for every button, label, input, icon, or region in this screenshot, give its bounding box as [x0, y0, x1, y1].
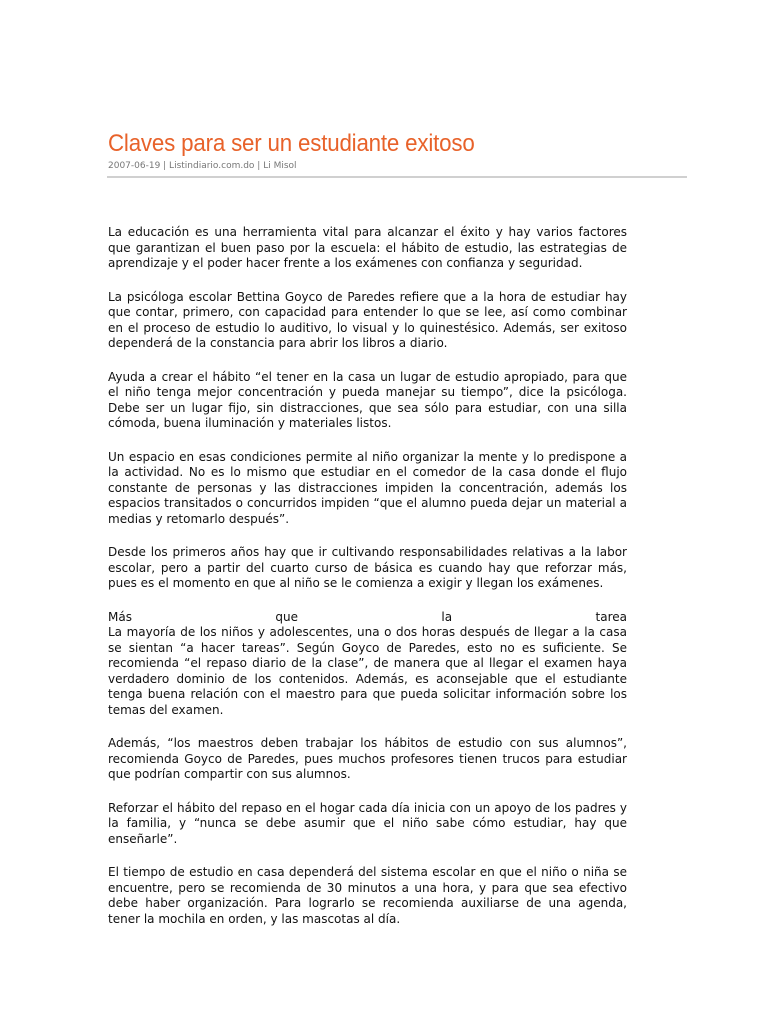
paragraph: El tiempo de estudio en casa dependerá del sistema escolar en que el niño o niña se encuentre, pero se recomienda de 30 minutos a una hora, y para que sea efectivo debe haber organización. Para lograrlo se recomienda auxiliarse de una agenda, tener la mochila en orden, y las mascotas al día.: [108, 865, 627, 926]
paragraph: La psicóloga escolar Bettina Goyco de Paredes refiere que a la hora de estudiar hay que contar, primero, con capacidad para entender lo que se lee, así como combinar en el proceso de estudio lo auditivo, lo visual y lo quinestésico. Además, ser exitoso dependerá de la constancia para abrir los libros a diario.: [108, 289, 627, 350]
subhead-word: Más: [108, 609, 132, 624]
paragraph: La educación es una herramienta vital para alcanzar el éxito y hay varios factores que garantizan el buen paso por la escuela: el hábito de estudio, las estrategias de aprendizaje y el poder hacer frente a los exámenes con confianza y seguridad.: [108, 225, 627, 270]
article-header: [108, 128, 688, 172]
paragraph: La mayoría de los niños y adolescentes, una o dos horas después de llegar a la casa se sientan “a hacer tareas”. Según Goyco de Paredes, esto no es suficiente. Se recomienda “el repaso diario de la clase”, de manera que al llegar el examen haya verdadero dominio de los contenidos. Además, es aconsejable que el estudiante tenga buena relación con el maestro para que pueda solicitar información sobre los temas del examen.: [108, 625, 627, 717]
article-body: [108, 225, 627, 945]
subhead-word: la: [441, 609, 453, 624]
paragraph: Ayuda a crear el hábito “el tener en la casa un lugar de estudio apropiado, para que el niño tenga mejor concentración y pueda manejar su tiempo”, dice la psicóloga. Debe ser un lugar fijo, sin distracciones, que sea sólo para estudiar, con una silla cómoda, buena iluminación y materiales listos.: [108, 369, 627, 430]
subhead: [108, 610, 627, 626]
section-with-subhead: [108, 610, 627, 719]
subhead-word: tarea: [595, 609, 627, 624]
subhead-word: que: [275, 609, 298, 624]
article-title: Claves para ser un estudiante exitoso: [108, 130, 475, 157]
paragraph: Desde los primeros años hay que ir cultivando responsabilidades relativas a la labor escolar, pero a partir del cuarto curso de básica es cuando hay que reforzar más, pues es el momento en que al niño se le comienza a exigir y llegan los exámenes.: [108, 545, 627, 590]
paragraph: Un espacio en esas condiciones permite al niño organizar la mente y lo predispone a la actividad. No es lo mismo que estudiar en el comedor de la casa donde el flujo constante de personas y las distracciones impiden la concentración, además los espacios transitados o concurridos impiden “que el alumno pueda dejar un material a medias y retomarlo después”.: [108, 449, 627, 526]
header-divider: [107, 176, 687, 178]
article-meta: 2007-06-19 | Listindiario.com.do | Li Misol: [108, 161, 297, 171]
paragraph: Además, “los maestros deben trabajar los hábitos de estudio con sus alumnos”, recomienda Goyco de Paredes, pues muchos profesores tienen trucos para estudiar que podrían compartir con sus alumnos.: [108, 736, 627, 781]
paragraph: Reforzar el hábito del repaso en el hogar cada día inicia con un apoyo de los padres y la familia, y “nunca se debe asumir que el niño sabe cómo estudiar, hay que enseñarle”.: [108, 800, 627, 846]
